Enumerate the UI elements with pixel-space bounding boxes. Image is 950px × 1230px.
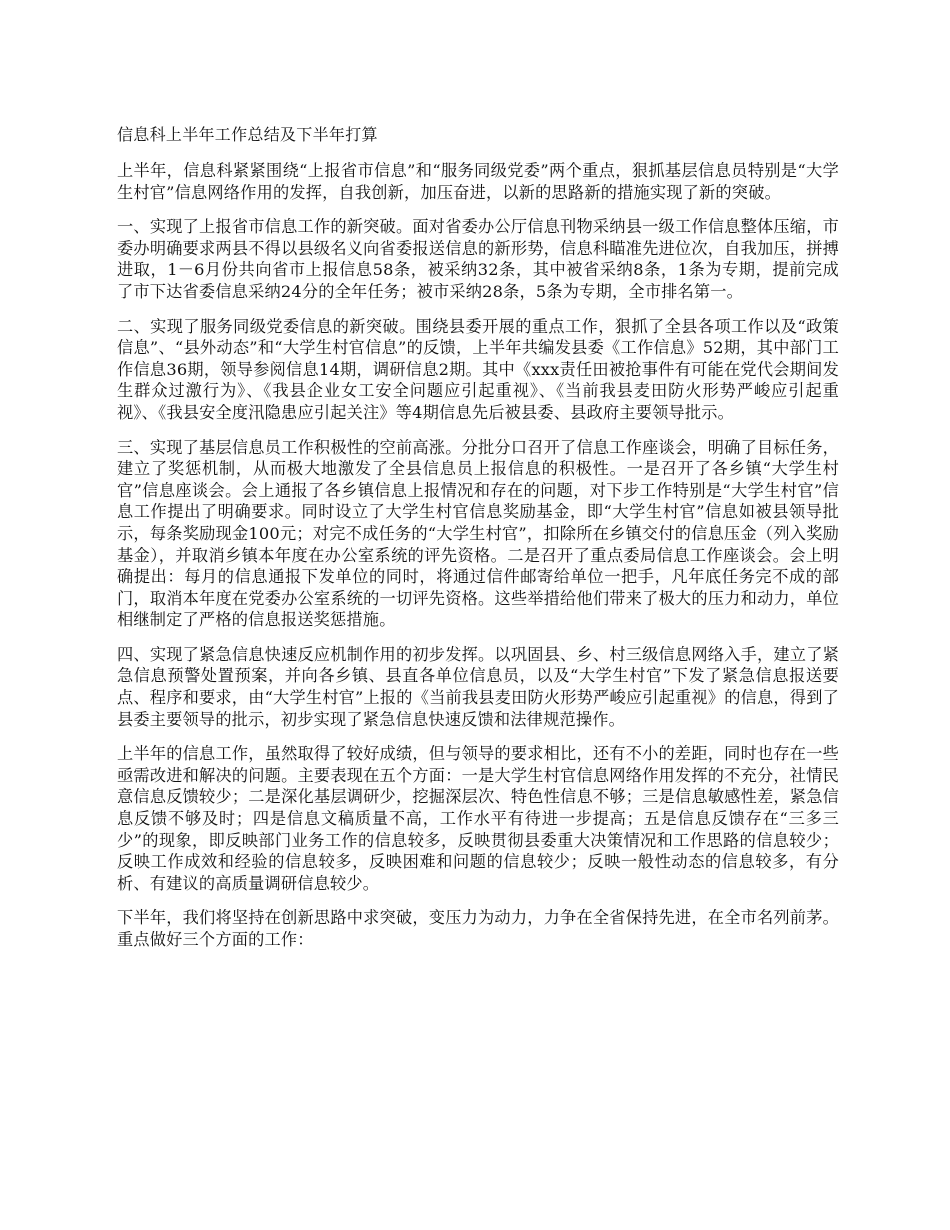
document-page bbox=[117, 124, 839, 964]
paragraph-section-4: 四、实现了紧急信息快速反应机制作用的初步发挥。以巩固县、乡、村三级信息网络入手，建立了紧急信息预警处置预案，并向各乡镇、县直各单位信息员，以及“大学生村官”下发了紧急信息报送要点、程序和要求，由“大学生村官”上报的《当前我县麦田防火形势严峻应引起重视》的信息，得到了县委主要领导的批示，初步实现了紧急信息快速反馈和法律规范操作。 bbox=[117, 644, 839, 729]
paragraph-problems: 上半年的信息工作，虽然取得了较好成绩，但与领导的要求相比，还有不小的差距，同时也存在一些亟需改进和解决的问题。主要表现在五个方面：一是大学生村官信息网络作用发挥的不充分，社情民意信息反馈较少；二是深化基层调研少，挖掘深层次、特色性信息不够；三是信息敏感性差，紧急信息反馈不够及时；四是信息文稿质量不高，工作水平有待进一步提高；五是信息反馈存在“三多三少”的现象，即反映部门业务工作的信息较多，反映贯彻县委重大决策情况和工作思路的信息较少；反映工作成效和经验的信息较多，反映困难和问题的信息较少；反映一般性动态的信息较多，有分析、有建议的高质量调研信息较少。 bbox=[117, 744, 839, 893]
paragraph-section-3: 三、实现了基层信息员工作积极性的空前高涨。分批分口召开了信息工作座谈会，明确了目标任务，建立了奖惩机制，从而极大地激发了全县信息员上报信息的积极性。一是召开了各乡镇“大学生村官”信息座谈会。会上通报了各乡镇信息上报情况和存在的问题，对下步工作特别是“大学生村官”信息工作提出了明确要求。同时设立了大学生村官信息奖励基金，即“大学生村官”信息如被县领导批示，每条奖励现金100元；对完不成任务的“大学生村官”，扣除所在乡镇交付的信息压金（列入奖励基金），并取消乡镇本年度在办公室系统的评先资格。二是召开了重点委局信息工作座谈会。会上明确提出：每月的信息通报下发单位的同时，将通过信件邮寄给单位一把手，凡年底任务完不成的部门，取消本年度在党委办公室系统的一切评先资格。这些举措给他们带来了极大的压力和动力，单位相继制定了严格的信息报送奖惩措施。 bbox=[117, 437, 839, 630]
paragraph-section-2: 二、实现了服务同级党委信息的新突破。围绕县委开展的重点工作，狠抓了全县各项工作以及“政策信息”、“县外动态”和“大学生村官信息”的反馈，上半年共编发县委《工作信息》52期，其中部门工作信息36期，领导参阅信息14期，调研信息2期。其中《xxx责任田被抢事件有可能在党代会期间发生群众过激行为》、《我县企业女工安全问题应引起重视》、《当前我县麦田防火形势严峻应引起重视》、《我县安全度汛隐患应引起关注》等4期信息先后被县委、县政府主要领导批示。 bbox=[117, 316, 839, 422]
paragraph-intro: 上半年，信息科紧紧围绕“上报省市信息”和“服务同级党委”两个重点，狠抓基层信息员特别是“大学生村官”信息网络作用的发挥，自我创新，加压奋进，以新的思路新的措施实现了新的突破。 bbox=[117, 161, 839, 202]
paragraph-section-1: 一、实现了上报省市信息工作的新突破。面对省委办公厅信息刊物采纳县一级工作信息整体压缩，市委办明确要求两县不得以县级名义向省委报送信息的新形势，信息科瞄准先进位次，自我加压，拼搏进取，1－6月份共向省市上报信息58条，被采纳32条，其中被省采纳8条，1条为专期，提前完成了市下达省委信息采纳24分的全年任务；被市采纳28条，5条为专期，全市排名第一。 bbox=[117, 217, 839, 301]
paragraph-next-half: 下半年，我们将坚持在创新思路中求突破，变压力为动力，力争在全省保持先进，在全市名列前茅。重点做好三个方面的工作： bbox=[117, 908, 839, 949]
document-title: 信息科上半年工作总结及下半年打算 bbox=[117, 125, 378, 144]
